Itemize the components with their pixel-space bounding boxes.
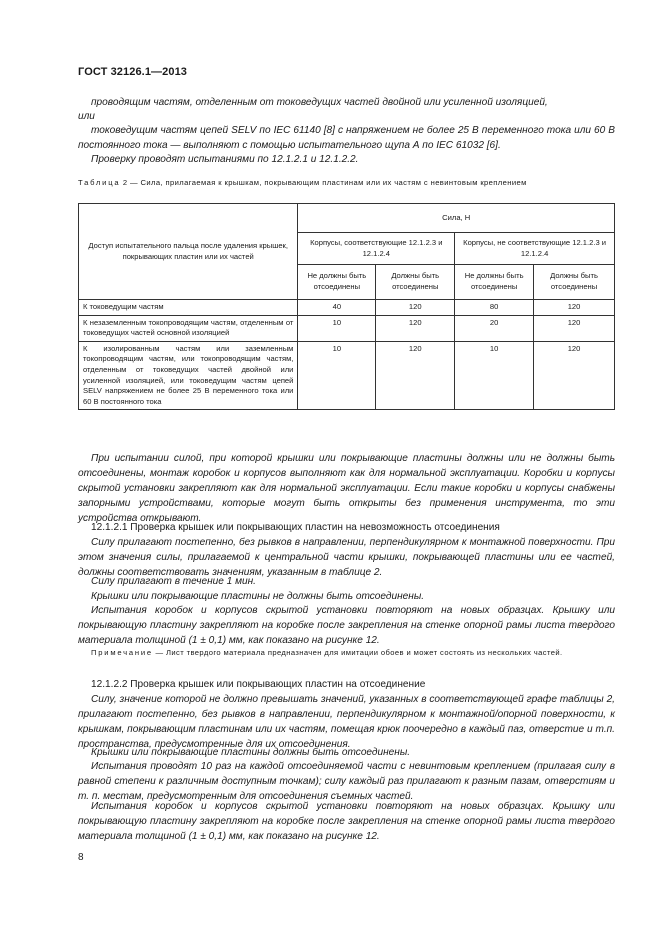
table-caption-number: 2 xyxy=(122,178,128,187)
section-12-1-2-1-title: 12.1.2.1 Проверка крышек или покрывающих пластин на невозможность отсоединения xyxy=(91,522,500,533)
table-row xyxy=(79,315,615,341)
note-label: Примечание xyxy=(91,648,153,657)
table-caption-text: — Сила, прилагаемая к крышкам, покрывающим пластинам или их частям с невинтовым креплением xyxy=(130,178,527,187)
table-cell: 40 xyxy=(298,300,376,316)
note xyxy=(78,647,615,658)
table-cell: 10 xyxy=(298,341,376,410)
table-cell: 10 xyxy=(455,341,534,410)
intro-line-3: токоведущим частям цепей SELV по IEC 61140 [8] с напряжением не более 25 В переменного тока или 60 В постоянного тока — выполняют с помощью испытательного щупа А по IEC 61032 [6]. xyxy=(78,125,615,151)
table-cell: 20 xyxy=(455,315,534,341)
table-cell: 120 xyxy=(534,300,615,316)
section-2-paragraph-2: Крышки или покрывающие пластины должны быть отсоединены. xyxy=(91,747,411,758)
paragraph-test-mounting: При испытании силой, при которой крышки или покрывающие пластины должны или не должны быть отсоединены, монтаж коробок и корпусов выполняют как для нормальной эксплуатации. Коробки и корпусы скрытой установки закрепляют как для нормальной эксплуатации. Если такие коробки и корпусы снабжены запорными устройствами, которые могут быть открыты без применения инструмента, то эти устройства открывают. xyxy=(78,453,615,524)
note-text: — Лист твердого материала предназначен для имитации обоев и может состоять из нескольких частей. xyxy=(155,648,563,657)
standard-code-header: ГОСТ 32126.1—2013 xyxy=(78,66,188,78)
table-cell: 10 xyxy=(298,315,376,341)
section-1-paragraph-1: Силу прилагают постепенно, без рывков в направлении, перпендикулярном к монтажной поверхности. При этом значения силы, прилагаемой к центральной части крышки, покрывающей пластины или ее частей, должны соответствовать значениям, указанным в таблице 2. xyxy=(78,537,615,578)
page-number: 8 xyxy=(78,852,84,863)
table-head-access: Доступ испытательного пальца после удаления крышек, покрывающих пластин или их частей xyxy=(79,204,298,300)
table-head-force: Сила, Н xyxy=(298,204,615,233)
table-cell: 120 xyxy=(376,315,455,341)
intro-line-4: Проверку проводят испытаниями по 12.1.2.1 и 12.1.2.2. xyxy=(91,154,359,165)
section-2-paragraph-3: Испытания проводят 10 раз на каждой отсоединяемой части с невинтовым креплением (прилагая силу в равной степени к различным доступным точкам); силу каждый раз прилагают к разным пазам, отверстиям и т. п. местам, предусмотренным для отсоединения съемных частей. xyxy=(78,761,615,802)
table-row-label: К изолированным частям или заземленным токопроводящим частям, или токопроводящим частям, отделенным от токоведущих частей двойной или усиленной изоляцией, или токоведущим частям цепей SELV напряжением не более 25 В переменного тока или 60 В постоянного тока xyxy=(79,341,298,410)
table-subhead-yes-2: Должны быть отсоединены xyxy=(534,265,615,300)
table-cell: 120 xyxy=(534,315,615,341)
table-row-label: К токоведущим частям xyxy=(79,300,298,316)
section-2-paragraph-1: Силу, значение которой не должно превышать значений, указанных в соответствующей графе таблицы 2, прилагают постепенно, без рывков в направлении, перпендикулярном к монтажной/опорной поверхности, к крышкам, покрывающим пластинам или их частям, помещая крюк поочередно в каждый паз, отверстие и т.п. пространства, предусмотренные для их отсоединения. xyxy=(78,694,615,750)
force-table xyxy=(78,203,615,410)
table-row-label: К незаземленным токопроводящим частям, отделенным от токоведущих частей основной изоляцией xyxy=(79,315,298,341)
section-12-1-2-2-title: 12.1.2.2 Проверка крышек или покрывающих пластин на отсоединение xyxy=(91,679,426,690)
intro-line-1: проводящим частям, отделенным от токоведущих частей двойной или усиленной изоляцией, xyxy=(91,97,548,108)
table-head-group-1: Корпусы, соответствующие 12.1.2.3 и 12.1.2.4 xyxy=(298,233,455,265)
table-subhead-not-1: Не должны быть отсоединены xyxy=(298,265,376,300)
table-caption-label: Таблица xyxy=(78,178,121,187)
section-1-paragraph-2: Силу прилагают в течение 1 мин. xyxy=(91,576,256,587)
table-subhead-yes-1: Должны быть отсоединены xyxy=(376,265,455,300)
table-cell: 80 xyxy=(455,300,534,316)
table-cell: 120 xyxy=(376,300,455,316)
section-1-paragraph-4: Испытания коробок и корпусов скрытой установки повторяют на новых образцах. Крышку или покрывающую пластину закрепляют на коробке после закрепления на стенке опорной рамы листа твердого материала толщиной (1 ± 0,1) мм, как показано на рисунке 12. xyxy=(78,605,615,646)
table-row xyxy=(79,341,615,410)
table-row xyxy=(79,300,615,316)
table-cell: 120 xyxy=(376,341,455,410)
table-subhead-not-2: Не должны быть отсоединены xyxy=(455,265,534,300)
intro-line-2: или xyxy=(78,111,95,122)
section-1-paragraph-3: Крышки или покрывающие пластины не должны быть отсоединены. xyxy=(91,591,425,602)
section-2-paragraph-4: Испытания коробок и корпусов скрытой установки повторяют на новых образцах. Крышку или покрывающую пластину закрепляют на коробке после закрепления на стенке опорной рамы листа твердого материала толщиной (1 ± 0,1) мм, как показано на рисунке 12. xyxy=(78,801,615,842)
table-cell: 120 xyxy=(534,341,615,410)
table-head-group-2: Корпусы, не соответствующие 12.1.2.3 и 12.1.2.4 xyxy=(455,233,615,265)
table-caption xyxy=(78,177,615,188)
